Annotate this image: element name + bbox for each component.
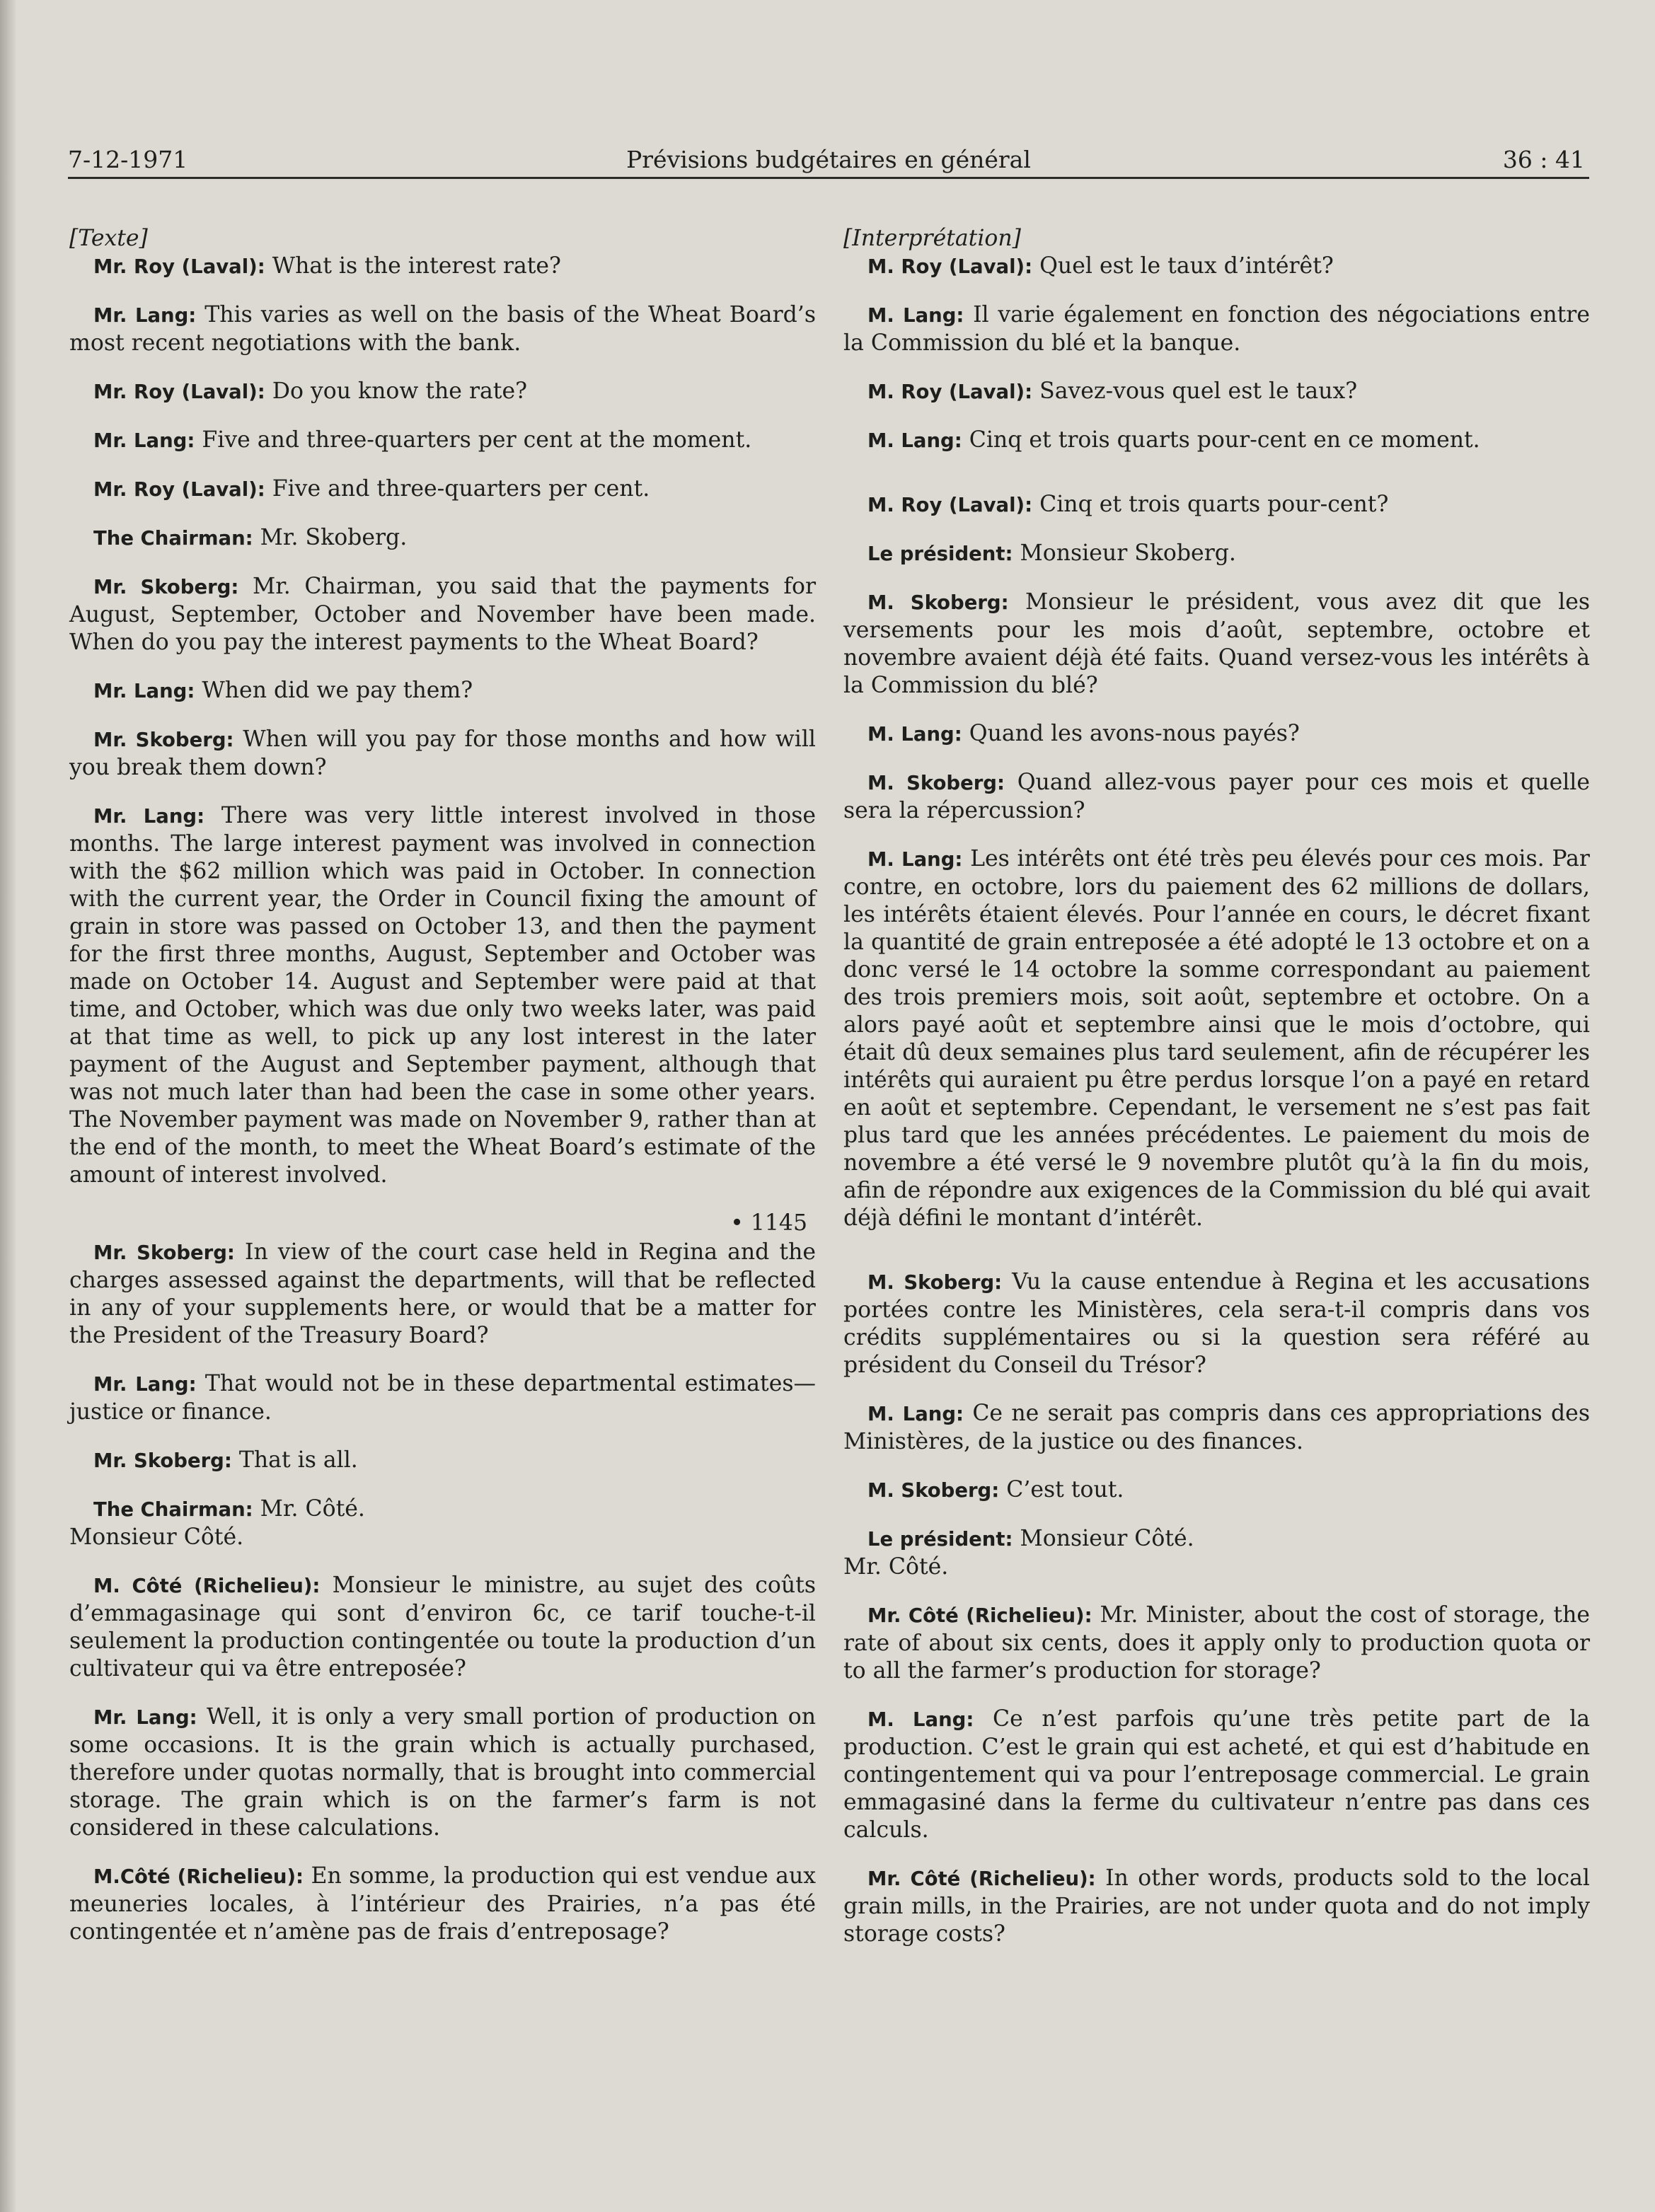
speech-text: En somme, la production qui est vendue aux meuneries locales, à l’intérieur des Prairies, n’a pas été contingentée et n’amène pas de frais d’entreposage? <box>69 1863 817 1945</box>
speech-text: In view of the court case held in Regina and the charges assessed against the departments, will that be reflected in any of your supplements here, or would that be a matter for the President of the Treasury Board? <box>69 1239 816 1348</box>
speech-text-line2: Mr. Côté. <box>843 1554 949 1580</box>
paragraph <box>843 589 1590 700</box>
speaker-label: M. Côté (Richelieu): <box>93 1575 321 1597</box>
speaker-label: Mr. Lang: <box>93 680 195 702</box>
paragraph <box>843 1865 1590 1948</box>
paragraph <box>69 802 816 1189</box>
speaker-label: Mr. Skoberg: <box>93 576 239 598</box>
speaker-label: Mr. Lang: <box>93 304 197 327</box>
speech-text: That is all. <box>238 1447 358 1473</box>
speech-text: When will you pay for those months and how will you break them down? <box>69 726 817 780</box>
speaker-label: M. Lang: <box>867 429 962 452</box>
speaker-label: Mr. Skoberg: <box>93 1241 235 1264</box>
speech-text: Les intérêts ont été très peu élevés pour ces mois. Par contre, en octobre, lors du paiement des 62 millions de dollars, les intérêts étaient élevés. Pour l’année en cours, le décret fixant la quantité de grain entreposée a été adopté le 13 octobre et on a donc versé le 14 octobre la somme correspondant au paiement des trois premiers mois, soit août, septembre et octobre. On a alors payé août et septembre ainsi que le mois d’octobre, qui était dû deux semaines plus tard seulement, afin de récupérer les intérêts qui auraient pu être perdus lorsque l’on a payé en retard en août et septembre. Cependant, le versement ne s’est pas fait plus tard que les années précédentes. Le paiement du mois de novembre a été versé le 9 novembre plutôt qu’à la fin du mois, afin de répondre aux exigences de la Commission du blé qui avait déjà défini le montant d’intérêt. <box>843 846 1590 1231</box>
speech-text: Quand les avons-nous payés? <box>969 721 1300 746</box>
speech-text: Quel est le taux d’intérêt? <box>1039 253 1334 279</box>
paragraph <box>843 1602 1590 1685</box>
speaker-label: M. Lang: <box>867 723 962 746</box>
speech-text: Five and three-quarters per cent at the moment. <box>202 427 752 453</box>
speech-text: Quand allez-vous payer pour ces mois et quelle sera la répercussion? <box>843 770 1591 823</box>
speaker-label: Le président: <box>867 1528 1013 1551</box>
speaker-label: Mr. Skoberg: <box>93 1449 232 1472</box>
speaker-label: The Chairman: <box>93 1498 253 1521</box>
paragraph <box>69 524 816 552</box>
speaker-label: Mr. Lang: <box>93 429 195 452</box>
speech-text: Ce n’est parfois qu’une très petite part de la production. C’est le grain qui est acheté, et qui est d’habitude en contingentement qui va pour l’entreposage commercial. Le grain emmagasiné dans la ferme du cultivateur n’entre pas dans ces calculs. <box>843 1706 1590 1843</box>
time-marker: • 1145 <box>730 1210 807 1236</box>
speech-text: This varies as well on the basis of the Wheat Board’s most recent negotiations with the bank. <box>69 302 816 356</box>
speech-text-line2: Monsieur Côté. <box>69 1524 244 1550</box>
paragraph <box>843 720 1590 748</box>
paragraph <box>69 1572 816 1683</box>
speech-text: Mr. Côté. <box>260 1496 365 1522</box>
speaker-label: Mr. Lang: <box>93 1706 197 1729</box>
right-column <box>843 225 1590 1969</box>
speaker-label: M. Skoberg: <box>867 772 1005 794</box>
spacer <box>843 1253 1590 1268</box>
speaker-label: M. Skoberg: <box>867 1271 1003 1294</box>
speech-text: That would not be in these departmental estimates—justice or finance. <box>69 1371 817 1425</box>
speech-text: In other words, products sold to the local grain mills, in the Prairies, are not under quota and do not imply storage costs? <box>843 1865 1590 1947</box>
speech-text: Vu la cause entendue à Regina et les accusations portées contre les Ministères, cela sera-t-il compris dans vos crédits supplémentaires ou si la question sera référé au président du Conseil du Trésor? <box>843 1269 1591 1378</box>
speaker-label: M. Lang: <box>867 1708 974 1731</box>
paragraph <box>843 845 1590 1232</box>
speech-text: Monsieur Skoberg. <box>1020 540 1236 566</box>
paragraph <box>843 301 1590 357</box>
speech-text: Well, it is only a very small portion of production on some occasions. It is the grain which is actually purchased, therefore under quotas normally, that is brought into commercial storage. The grain which is on the farmer’s farm is not considered in these calculations. <box>69 1704 817 1841</box>
speech-text: Il varie également en fonction des négociations entre la Commission du blé et la banque. <box>843 302 1590 356</box>
page-header <box>68 134 1589 179</box>
paragraph <box>69 1447 816 1475</box>
paragraph <box>843 253 1590 281</box>
speech-text: Savez-vous quel est le taux? <box>1039 378 1358 404</box>
speech-text: Do you know the rate? <box>272 378 527 404</box>
paragraph <box>69 677 816 705</box>
speaker-label: Mr. Côté (Richelieu): <box>867 1604 1092 1627</box>
speaker-label: Mr. Côté (Richelieu): <box>867 1868 1096 1890</box>
paragraph <box>843 769 1590 825</box>
paragraph <box>69 475 816 504</box>
speaker-label: M. Lang: <box>867 1403 964 1425</box>
paragraph <box>69 253 816 281</box>
speech-text: C’est tout. <box>1006 1477 1124 1502</box>
speech-text: Cinq et trois quarts pour-cent? <box>1039 492 1389 517</box>
speech-text: Cinq et trois quarts pour-cent en ce moment. <box>969 427 1480 453</box>
header-title: Prévisions budgétaires en général <box>626 146 1031 173</box>
paragraph <box>843 1476 1590 1505</box>
paragraph <box>843 427 1590 455</box>
speaker-label: M. Lang: <box>867 304 964 327</box>
paragraph <box>843 491 1590 519</box>
paragraph <box>843 1400 1590 1456</box>
speaker-label: The Chairman: <box>93 527 253 550</box>
speech-text: Monsieur le ministre, au sujet des coûts d’emmagasinage qui sont d’environ 6c, ce tarif touche-t-il seulement la production contingentée ou toute la production d’un cultivateur qui va être entreposée? <box>69 1573 816 1681</box>
paragraph <box>843 1706 1590 1844</box>
paragraph <box>69 1239 816 1350</box>
speech-text: What is the interest rate? <box>272 253 561 279</box>
speaker-label: Le président: <box>867 543 1013 565</box>
paragraph <box>69 301 816 357</box>
speaker-label: M. Skoberg: <box>867 1479 1000 1502</box>
spacer <box>843 475 1590 491</box>
speech-text: When did we pay them? <box>202 678 473 703</box>
paragraph <box>843 1268 1590 1379</box>
paragraph <box>843 1525 1590 1581</box>
speaker-label: M. Skoberg: <box>867 591 1009 614</box>
speech-text: Mr. Chairman, you said that the payments for August, September, October and November have been made. When do you pay the interest payments to the Wheat Board? <box>69 574 817 655</box>
paragraph <box>843 378 1590 406</box>
speaker-label: Mr. Roy (Laval): <box>93 255 265 278</box>
paragraph <box>69 726 816 782</box>
speech-text: Mr. Skoberg. <box>260 525 408 550</box>
speech-text: There was very little interest involved in those months. The large interest payment was involved in connection with the $62 million which was paid in October. In connection with the current year, the Order in Council fixing the amount of grain in store was passed on October 13, and then the payment for the first three months, August, September and October was made on October 14. August and September were paid at that time, and October, which was due only two weeks later, was paid at that time as well, to pick up any lost interest in the later payment of the August and September payment, although that was not much later than had been the case in some other years. The November payment was made on November 9, rather than at the end of the month, to meet the Wheat Board’s estimate of the amount of interest involved. <box>69 803 816 1188</box>
speech-text: Monsieur Côté. <box>1020 1526 1194 1551</box>
paragraph <box>69 427 816 455</box>
speaker-label: Mr. Lang: <box>93 805 205 828</box>
speaker-label: Mr. Lang: <box>93 1373 197 1396</box>
paragraph <box>69 1703 816 1842</box>
section-tag: [Interprétation] <box>843 226 1021 251</box>
speech-text: Ce ne serait pas compris dans ces appropriations des Ministères, de la justice ou des finances. <box>843 1401 1590 1454</box>
speaker-label: M.Côté (Richelieu): <box>93 1865 304 1888</box>
header-date: 7-12-1971 <box>68 146 188 173</box>
paragraph <box>69 1370 816 1426</box>
speaker-label: Mr. Roy (Laval): <box>93 478 265 501</box>
speaker-label: M. Lang: <box>867 848 963 871</box>
speech-text: Five and three-quarters per cent. <box>272 476 650 502</box>
speaker-label: M. Roy (Laval): <box>867 494 1033 516</box>
speech-text: Mr. Minister, about the cost of storage, the rate of about six cents, does it apply only to production quota or to all the farmer’s production for storage? <box>843 1602 1590 1684</box>
paragraph <box>69 1863 816 1946</box>
speaker-label: Mr. Skoberg: <box>93 729 234 751</box>
page-edge-shadow <box>0 0 16 2212</box>
paragraph <box>69 378 816 406</box>
left-column <box>69 225 816 1967</box>
paragraph <box>69 1495 816 1551</box>
section-tag: [Texte] <box>69 226 148 251</box>
speech-text: Monsieur le président, vous avez dit que les versements pour les mois d’août, septembre, octobre et novembre avaient déjà été faits. Quand versez-vous les intérêts à la Commission du blé? <box>843 589 1591 698</box>
paragraph <box>843 540 1590 568</box>
paragraph <box>69 573 816 656</box>
header-page-number: 36 : 41 <box>1502 146 1585 173</box>
speaker-label: Mr. Roy (Laval): <box>93 381 265 403</box>
speaker-label: M. Roy (Laval): <box>867 255 1033 278</box>
speaker-label: M. Roy (Laval): <box>867 381 1033 403</box>
